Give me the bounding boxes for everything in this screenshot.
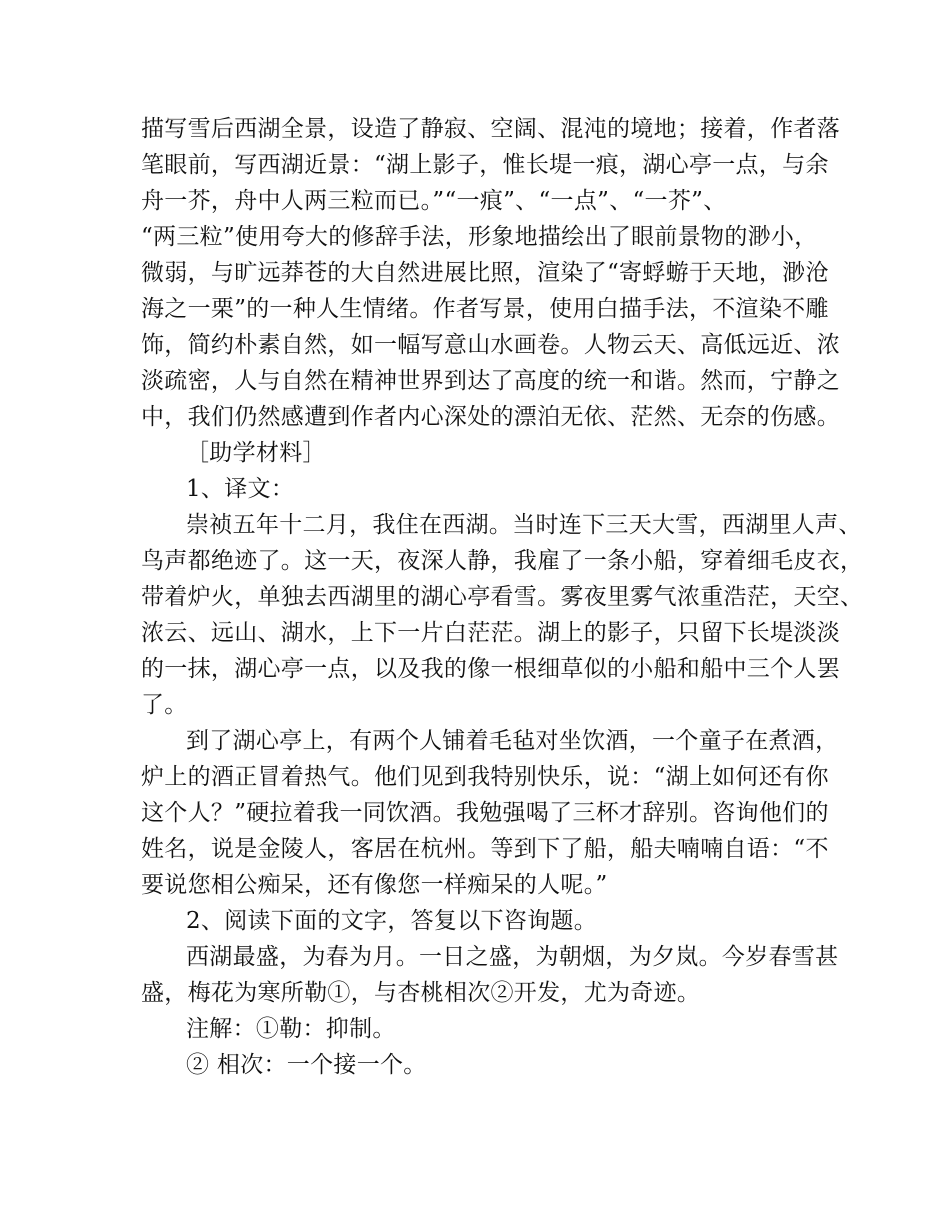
section-heading: 2、阅读下面的文字，答复以下咨询题。: [186, 908, 598, 934]
text-line: 舟一芥，舟中人两三粒而已。”“一痕”、“一点”、“一芥”、: [141, 188, 727, 214]
text-line: 要说您相公痴呆，还有像您一样痴呆的人呢。”: [141, 872, 608, 898]
text-line: 炉上的酒正冒着热气。他们见到我特别快乐，说：“湖上如何还有你: [141, 764, 829, 790]
text-line: 浓云、远山、湖水，上下一片白茫茫。湖上的影子，只留下长堤淡淡: [141, 620, 840, 646]
footnote: ② 相次：一个接一个。: [186, 1052, 427, 1078]
text-line: 淡疏密，人与自然在精神世界到达了高度的统一和谐。然而，宁静之: [141, 368, 840, 394]
text-line: 鸟声都绝迹了。这一天，夜深人静，我雇了一条小船，穿着细毛皮衣，: [141, 548, 864, 574]
text-line: 微弱，与旷远莽苍的大自然进展比照，渲染了“寄蜉蝣于天地，渺沧: [141, 260, 829, 286]
text-line: 带着炉火，单独去西湖里的湖心亭看雪。雾夜里雾气浓重浩茫，天空、: [141, 584, 864, 610]
text-line: 描写雪后西湖全景，设造了静寂、空阔、混沌的境地；接着，作者落: [141, 116, 840, 142]
text-line: 这个人？”硬拉着我一同饮酒。我勉强喝了三杯才辞别。咨询他们的: [141, 800, 829, 826]
text-line: 饰，简约朴素自然，如一幅写意山水画卷。人物云天、高低远近、浓: [141, 332, 840, 358]
text-line: 了。: [141, 692, 188, 718]
text-line: “两三粒”使用夸大的修辞手法，形象地描绘出了眼前景物的渺小，: [141, 224, 818, 250]
text-line: 海之一栗”的一种人生情绪。作者写景，使用白描手法，不渲染不雕: [141, 296, 829, 322]
text-line: 笔眼前，写西湖近景：“湖上影子，惟长堤一痕，湖心亭一点，与余: [141, 152, 829, 178]
text-line: 中，我们仍然感遭到作者内心深处的漂泊无依、茫然、无奈的伤感。: [141, 404, 840, 430]
text-line: 盛，梅花为寒所勒①，与杏桃相次②开发，尤为奇迹。: [141, 980, 701, 1006]
text-line: 姓名，说是金陵人，客居在杭州。等到下了船，船夫喃喃自语：“不: [141, 836, 829, 862]
section-heading: ［助学材料］: [186, 440, 326, 466]
text-line: 的一抹，湖心亭一点，以及我的像一根细草似的小船和船中三个人罢: [141, 656, 840, 682]
section-heading: 1、译文：: [186, 476, 295, 502]
text-line: 崇祯五年十二月，我住在西湖。当时连下三天大雪，西湖里人声、: [186, 512, 862, 538]
text-line: 到了湖心亭上，有两个人铺着毛毡对坐饮酒，一个童子在煮酒，: [186, 728, 839, 754]
text-line: 西湖最盛，为春为月。一日之盛，为朝烟，为夕岚。今岁春雪甚: [186, 944, 839, 970]
footnote: 注解：①勒：抑制。: [186, 1016, 396, 1042]
